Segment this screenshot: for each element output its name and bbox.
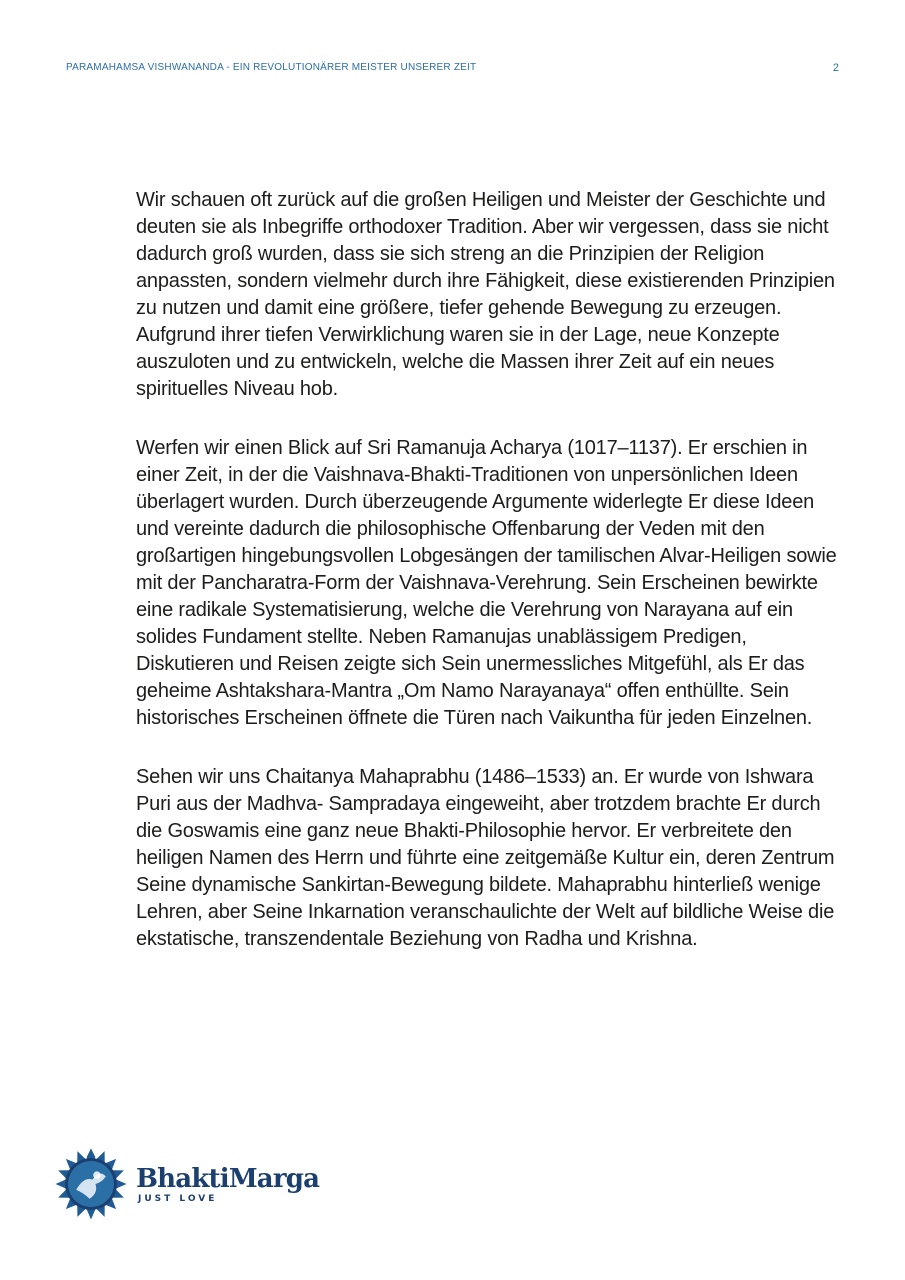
- body-text: [136, 187, 846, 985]
- logo-wordmark: [136, 1165, 319, 1204]
- logo-brand-text: BhaktiMarga: [136, 1163, 320, 1194]
- logo-tagline: JUST LOVE: [138, 1193, 218, 1204]
- lotus-emblem-icon: [54, 1147, 128, 1221]
- bhaktimarga-logo: [54, 1147, 319, 1221]
- paragraph-1: Wir schauen oft zurück auf die großen Heiligen und Meister der Geschichte und deuten sie als Inbegriffe orthodoxer Tradition. Aber wir vergessen, dass sie nicht dadurch groß wurden, dass sie sich streng an die Prinzipien der Religion anpassten, sondern vielmehr durch ihre Fähigkeit, diese existierenden Prinzipien zu nutzen und damit eine größere, tiefer gehende Bewegung zu erzeugen. Aufgrund ihrer tiefen Verwirklichung waren sie in der Lage, neue Konzepte auszuloten und zu entwickeln, welche die Massen ihrer Zeit auf ein neues spirituelles Niveau hob.: [136, 189, 835, 400]
- running-header: PARAMAHAMSA VISHWANANDA - EIN REVOLUTIONÄRER MEISTER UNSERER ZEIT: [66, 62, 477, 73]
- page-number: 2: [832, 62, 839, 74]
- paragraph-3: Sehen wir uns Chaitanya Mahaprabhu (1486–1533) an. Er wurde von Ishwara Puri aus der Madhva- Sampradaya eingeweiht, aber trotzdem brachte Er durch die Goswamis eine ganz neue Bhakti-Philosophie hervor. Er verbreitete den heiligen Namen des Herrn und führte eine zeitgemäße Kultur ein, deren Zentrum Seine dynamische Sankirtan-Bewegung bildete. Mahaprabhu hinterließ wenige Lehren, aber Seine Inkarnation veranschaulichte der Welt auf bildliche Weise die ekstatische, transzendentale Beziehung von Radha und Krishna.: [136, 766, 835, 950]
- paragraph-2: Werfen wir einen Blick auf Sri Ramanuja Acharya (1017–1137). Er erschien in einer Zeit, in der die Vaishnava-Bhakti-Traditionen von unpersönlichen Ideen überlagert wurden. Durch überzeugende Argumente widerlegte Er diese Ideen und vereinte dadurch die philosophische Offenbarung der Veden mit den großartigen hingebungsvollen Lobgesängen der tamilischen Alvar-Heiligen sowie mit der Pancharatra-Form der Vaishnava-Verehrung. Sein Erscheinen bewirkte eine radikale Systematisierung, welche die Verehrung von Narayana auf ein solides Fundament stellte. Neben Ramanujas unablässigem Predigen, Diskutieren und Reisen zeigte sich Sein unermessliches Mitgefühl, als Er das geheime Ashtakshara-Mantra „Om Namo Narayanaya“ offen enthüllte. Sein historisches Erscheinen öffnete die Türen nach Vaikuntha für jeden Einzelnen.: [136, 437, 837, 729]
